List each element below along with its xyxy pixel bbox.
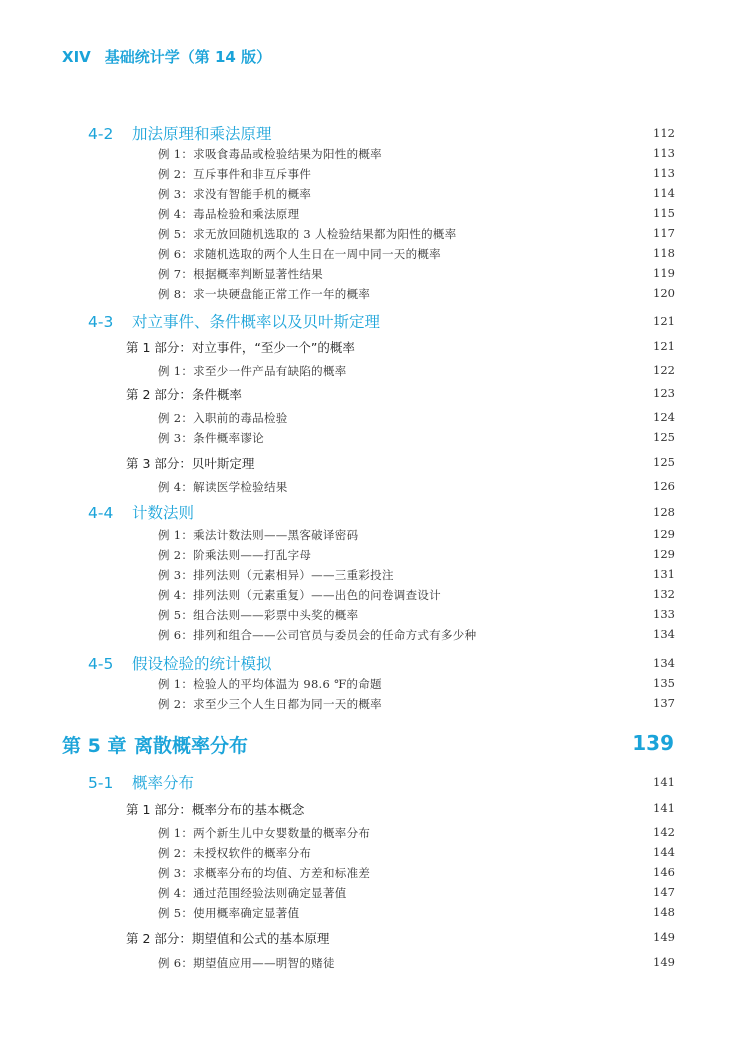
example-title: 例 6：期望值应用——明智的赌徒 bbox=[158, 956, 335, 970]
example-title: 例 4：通过范围经验法则确定显著值 bbox=[158, 886, 347, 900]
example-page: 114 bbox=[653, 186, 675, 200]
example-page: 133 bbox=[653, 607, 675, 621]
example-title: 例 1：两个新生儿中女婴数量的概率分布 bbox=[158, 826, 371, 840]
example-title: 例 8：求一块硬盘能正常工作一年的概率 bbox=[158, 287, 371, 301]
example-page: 147 bbox=[653, 885, 675, 899]
section-title: 假设检验的统计模拟 bbox=[132, 655, 272, 673]
part-page: 121 bbox=[653, 339, 675, 353]
chapter-page: 139 bbox=[632, 731, 674, 755]
part-page: 141 bbox=[653, 801, 675, 815]
example-title: 例 3：求没有智能手机的概率 bbox=[158, 187, 312, 201]
part-page: 123 bbox=[653, 386, 675, 400]
example-title: 例 1：求至少一件产品有缺陷的概率 bbox=[158, 364, 347, 378]
example-page: 120 bbox=[653, 286, 675, 300]
example-title: 例 1：求吸食毒品或检验结果为阳性的概率 bbox=[158, 147, 382, 161]
example-title: 例 2：阶乘法则——打乱字母 bbox=[158, 548, 312, 562]
section-page: 134 bbox=[653, 656, 675, 670]
section-number: 4-5 bbox=[88, 655, 114, 673]
part-page: 125 bbox=[653, 455, 675, 469]
example-title: 例 4：毒品检验和乘法原理 bbox=[158, 207, 300, 221]
example-title: 例 4：排列法则（元素重复）——出色的问卷调查设计 bbox=[158, 588, 441, 602]
example-page: 146 bbox=[653, 865, 675, 879]
example-page: 129 bbox=[653, 527, 675, 541]
chapter-number: 第 5 章 bbox=[62, 735, 127, 757]
book-title: 基础统计学（第 14 版） bbox=[104, 48, 272, 66]
example-title: 例 5：求无放回随机选取的 3 人检验结果都为阳性的概率 bbox=[158, 227, 457, 241]
section-page: 112 bbox=[653, 126, 675, 140]
section-title: 加法原理和乘法原理 bbox=[132, 125, 272, 143]
example-title: 例 2：未授权软件的概率分布 bbox=[158, 846, 312, 860]
example-title: 例 1：检验人的平均体温为 98.6 ℉的命题 bbox=[158, 677, 382, 691]
example-page: 118 bbox=[653, 246, 675, 260]
example-page: 113 bbox=[653, 166, 675, 180]
example-title: 例 7：根据概率判断显著性结果 bbox=[158, 267, 323, 281]
example-page: 148 bbox=[653, 905, 675, 919]
example-page: 124 bbox=[653, 410, 675, 424]
example-title: 例 5：组合法则——彩票中头奖的概率 bbox=[158, 608, 359, 622]
section-page: 141 bbox=[653, 775, 675, 789]
example-page: 135 bbox=[653, 676, 675, 690]
example-title: 例 3：排列法则（元素相异）——三重彩投注 bbox=[158, 568, 394, 582]
section-title: 计数法则 bbox=[132, 504, 195, 522]
example-page: 137 bbox=[653, 696, 675, 710]
example-page: 115 bbox=[653, 206, 675, 220]
example-page: 149 bbox=[653, 955, 675, 969]
example-page: 134 bbox=[653, 627, 675, 641]
example-page: 113 bbox=[653, 146, 675, 160]
example-title: 例 3：条件概率谬论 bbox=[158, 431, 264, 445]
section-title: 对立事件、条件概率以及贝叶斯定理 bbox=[132, 313, 381, 331]
example-page: 131 bbox=[653, 567, 675, 581]
part-title: 第 3 部分：贝叶斯定理 bbox=[126, 456, 255, 471]
example-page: 142 bbox=[653, 825, 675, 839]
example-page: 117 bbox=[653, 226, 675, 240]
part-title: 第 2 部分：条件概率 bbox=[126, 387, 242, 402]
example-title: 例 6：排列和组合——公司官员与委员会的任命方式有多少种 bbox=[158, 628, 477, 642]
example-page: 125 bbox=[653, 430, 675, 444]
section-number: 5-1 bbox=[88, 774, 114, 792]
example-title: 例 1：乘法计数法则——黑客破译密码 bbox=[158, 528, 359, 542]
example-title: 例 2：互斥事件和非互斥事件 bbox=[158, 167, 312, 181]
example-title: 例 4：解读医学检验结果 bbox=[158, 480, 288, 494]
page-number: XIV bbox=[62, 48, 91, 66]
example-page: 129 bbox=[653, 547, 675, 561]
example-title: 例 3：求概率分布的均值、方差和标准差 bbox=[158, 866, 371, 880]
example-page: 126 bbox=[653, 479, 675, 493]
part-title: 第 2 部分：期望值和公式的基本原理 bbox=[126, 931, 330, 946]
section-number: 4-2 bbox=[88, 125, 114, 143]
section-number: 4-3 bbox=[88, 313, 114, 331]
example-page: 132 bbox=[653, 587, 675, 601]
example-title: 例 2：求至少三个人生日都为同一天的概率 bbox=[158, 697, 382, 711]
section-page: 128 bbox=[653, 505, 675, 519]
section-title: 概率分布 bbox=[132, 774, 195, 792]
example-title: 例 6：求随机选取的两个人生日在一周中同一天的概率 bbox=[158, 247, 441, 261]
section-page: 121 bbox=[653, 314, 675, 328]
part-page: 149 bbox=[653, 930, 675, 944]
example-title: 例 5：使用概率确定显著值 bbox=[158, 906, 300, 920]
part-title: 第 1 部分：对立事件，“至少一个”的概率 bbox=[126, 340, 355, 355]
part-title: 第 1 部分：概率分布的基本概念 bbox=[126, 802, 305, 817]
example-page: 119 bbox=[653, 266, 675, 280]
section-number: 4-4 bbox=[88, 504, 114, 522]
example-title: 例 2：入职前的毒品检验 bbox=[158, 411, 288, 425]
chapter-title: 离散概率分布 bbox=[134, 735, 249, 757]
example-page: 144 bbox=[653, 845, 675, 859]
example-page: 122 bbox=[653, 363, 675, 377]
